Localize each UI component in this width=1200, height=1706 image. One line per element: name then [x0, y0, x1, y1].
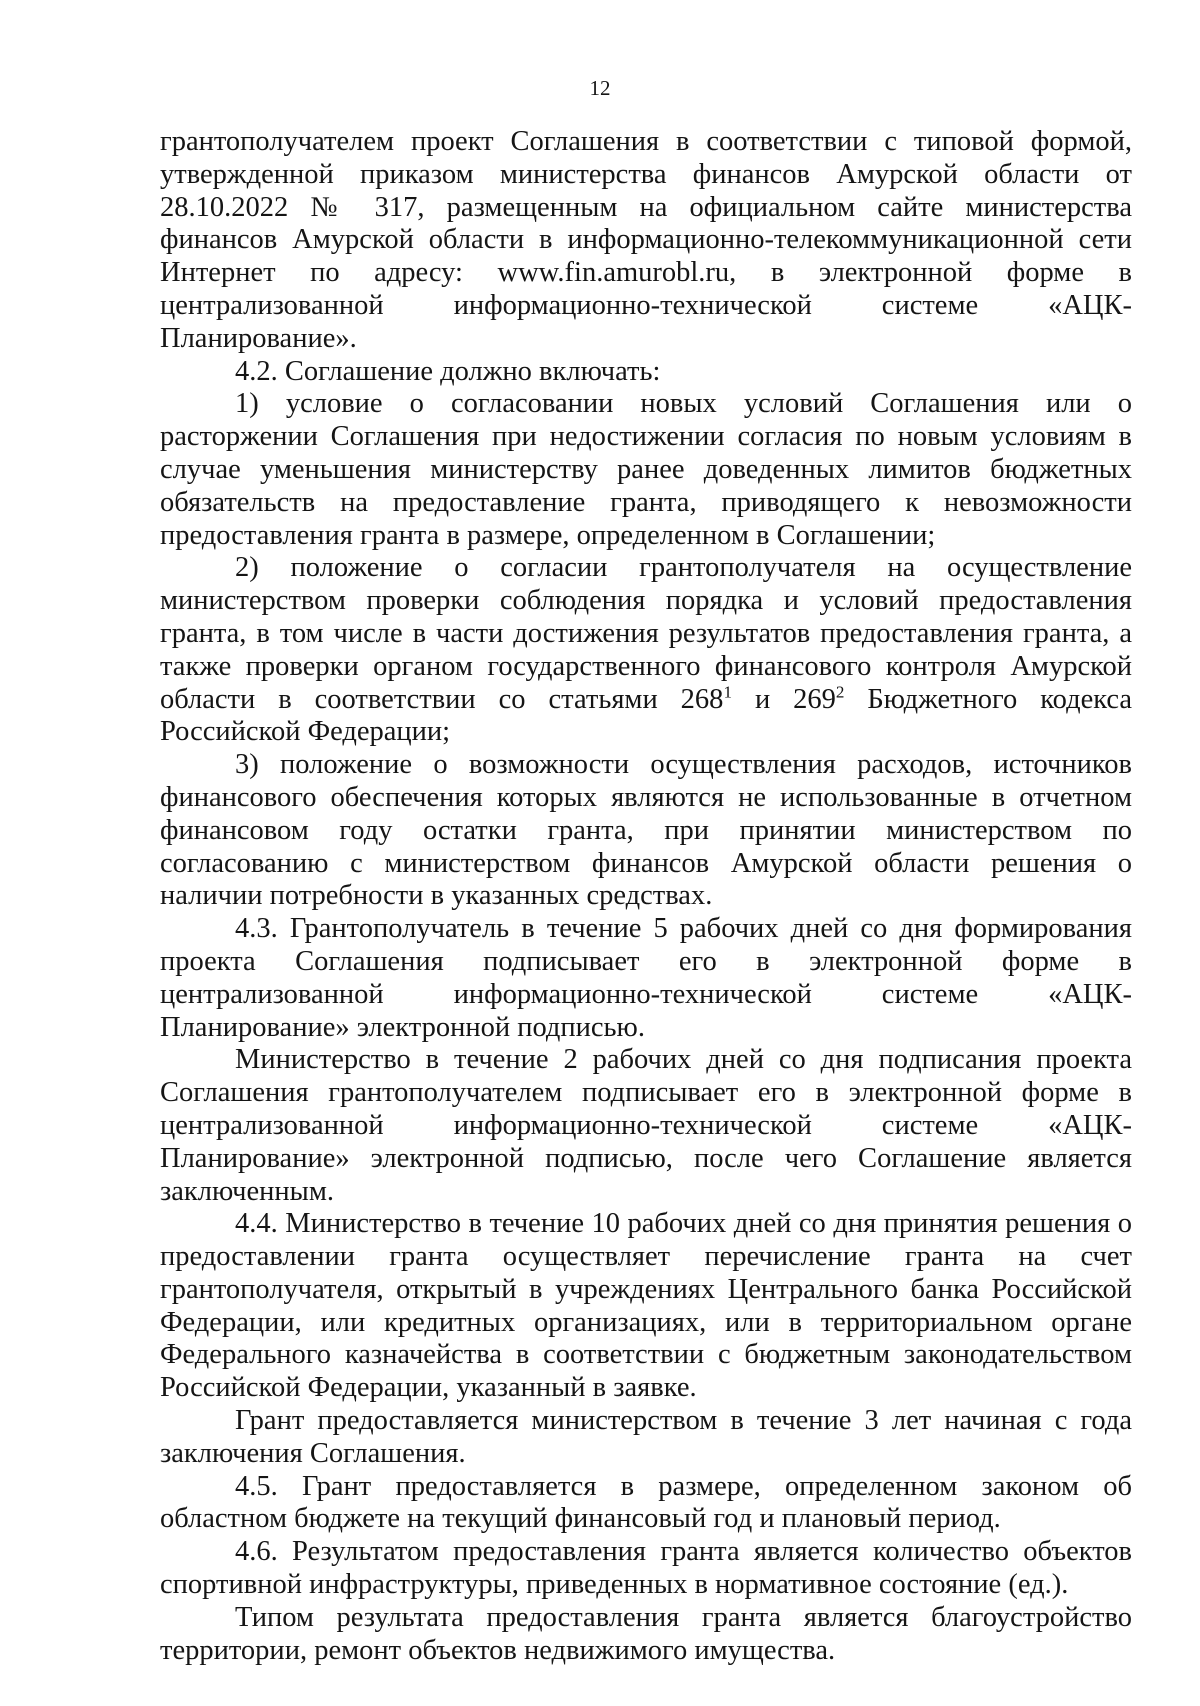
paragraph-grant-term: Грант предоставляется министерством в течение 3 лет начиная с года заключения Соглашения.	[160, 1405, 1132, 1469]
paragraph-result-type: Типом результата предоставления гранта является благоустройство территории, ремонт объектов недвижимого имущества.	[160, 1601, 1132, 1666]
paragraph-item-2	[160, 552, 1132, 749]
page-number	[0, 76, 1200, 100]
document-body	[160, 126, 1132, 1667]
page-number-text: 12	[589, 76, 611, 100]
superscript-2: 2	[835, 682, 845, 702]
paragraph-ministry-signing: Министерство в течение 2 рабочих дней со дня подписания проекта Соглашения грантополучателем подписывает его в электронной форме в централизованной информационно-технической системе «АЦК-Планирование» электронной подписью, после чего Соглашение является заключенным.	[160, 1044, 1132, 1207]
paragraph-4-3: 4.3. Грантополучатель в течение 5 рабочих дней со дня формирования проекта Соглашения подписывает его в электронной форме в централизованной информационно-технической системе «АЦК-Планирование» электронной подписью.	[160, 913, 1132, 1043]
superscript-1: 1	[723, 682, 732, 702]
item-2-text-after: Бюджетного кодекса Российской Федерации;	[160, 683, 1133, 748]
paragraph-item-3: 3) положение о возможности осуществления расходов, источников финансового обеспечения которых являются не использованные в отчетном финансовом году остатки гранта, при принятии министерством по согласованию с министерством финансов Амурской области решения о наличии потребности в указанных средствах.	[160, 749, 1132, 912]
paragraph-4-6: 4.6. Результатом предоставления гранта является количество объектов спортивной инфраструктуры, приведенных в нормативное состояние (ед.).	[160, 1536, 1132, 1601]
paragraph-4-5: 4.5. Грант предоставляется в размере, определенном законом об областном бюджете на текущий финансовый год и плановый период.	[160, 1470, 1132, 1535]
item-2-text-before: 2) положение о согласии грантополучателя на осуществление министерством проверки соблюдения порядка и условий предоставления гранта, в том числе в части достижения результатов предоставления гранта, а также проверки органом государственного финансового контроля Амурской области в соответствии со статьями 268	[160, 552, 1132, 715]
paragraph-4-2-heading: 4.2. Соглашение должно включать:	[235, 355, 661, 387]
paragraph-4-4: 4.4. Министерство в течение 10 рабочих дней со дня принятия решения о предоставлении гранта осуществляет перечисление гранта на счет грантополучателя, открытый в учреждениях Центрального банка Российской Федерации, или кредитных организациях, или в территориальном органе Федерального казначейства в соответствии с бюджетным законодательством Российской Федерации, указанный в заявке.	[160, 1208, 1132, 1404]
paragraph-item-1: 1) условие о согласовании новых условий Соглашения или о расторжении Соглашения при недостижении согласия по новым условиям в случае уменьшения министерству ранее доведенных лимитов бюджетных обязательств на предоставление гранта, приводящего к невозможности предоставления гранта в размере, определенном в Соглашении;	[160, 388, 1132, 551]
paragraph-continuation: грантополучателем проект Соглашения в соответствии с типовой формой, утвержденной приказом министерства финансов Амурской области от 28.10.2022 № 317, размещенным на официальном сайте министерства финансов Амурской области в информационно-телекоммуникационной сети Интернет по адресу: www.fin.amurobl.ru, в электронной форме в централизованной информационно-технической системе «АЦК-Планирование».	[160, 126, 1132, 354]
item-2-text-mid: и 269	[731, 683, 836, 715]
